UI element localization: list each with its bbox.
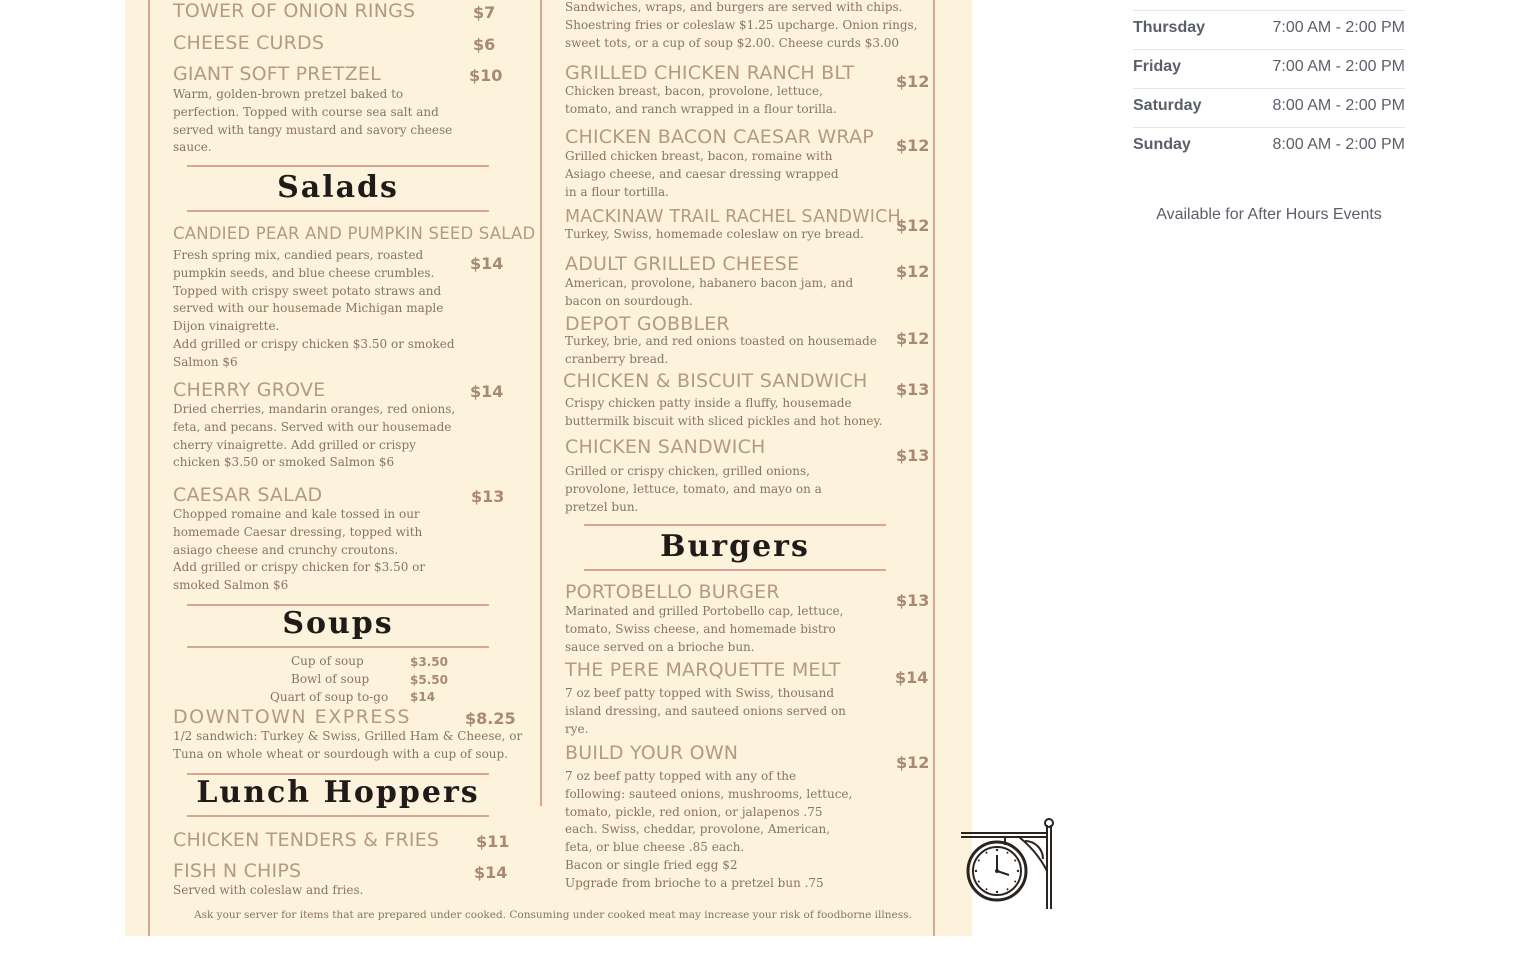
- item-price: $12: [896, 329, 930, 348]
- item-description: American, provolone, habanero bacon jam, and bacon on sourdough.: [565, 276, 854, 308]
- item-name: ADULT GRILLED CHEESE: [565, 253, 800, 275]
- menu-border-left: [148, 0, 150, 936]
- hours-row-saturday: [1133, 89, 1405, 128]
- item-name: TOWER OF ONION RINGS: [173, 0, 416, 22]
- item-name: BUILD YOUR OWN: [565, 742, 739, 764]
- item-description: Chicken breast, bacon, provolone, lettuce, tomato, and ranch wrapped in a flour torilla.: [565, 84, 837, 116]
- menu-border-right: [933, 0, 935, 936]
- item-price: $7: [473, 3, 496, 22]
- hours-day: Sunday: [1133, 136, 1191, 153]
- item-name: DOWNTOWN EXPRESS: [173, 706, 411, 728]
- item-price: $14: [470, 382, 504, 401]
- item-name: CHICKEN SANDWICH: [565, 436, 766, 458]
- item-price: $13: [471, 487, 505, 506]
- item-name: CHICKEN BACON CAESAR WRAP: [565, 126, 874, 148]
- item-price: $13: [896, 591, 930, 610]
- hours-row-friday: [1133, 50, 1405, 89]
- item-name: THE PERE MARQUETTE MELT: [565, 659, 841, 681]
- hours-day: Saturday: [1133, 97, 1202, 114]
- hours-day: Thursday: [1133, 19, 1206, 36]
- item-name: CHERRY GROVE: [173, 379, 326, 401]
- item-name: DEPOT GOBBLER: [565, 313, 730, 335]
- hours-time: 7:00 AM - 2:00 PM: [1272, 58, 1405, 75]
- item-name: CHEESE CURDS: [173, 32, 325, 54]
- item-description: Turkey, Swiss, homemade coleslaw on rye bread.: [565, 227, 864, 241]
- soup-label: Cup of soup: [291, 654, 364, 668]
- soup-price: $14: [410, 690, 436, 704]
- item-price: $13: [896, 446, 930, 465]
- menu-image: [125, 0, 972, 936]
- item-name: GIANT SOFT PRETZEL: [173, 63, 381, 85]
- item-description: Chopped romaine and kale tossed in our homemade Caesar dressing, topped with asiago cheese and crunchy croutons. Add grilled or crispy chicken for $3.50 or smoked Salmon $6: [173, 507, 426, 593]
- item-name: CHICKEN & BISCUIT SANDWICH: [563, 370, 868, 392]
- hours-time: 8:00 AM - 2:00 PM: [1272, 136, 1405, 153]
- item-price: $12: [896, 136, 930, 155]
- item-name: CHICKEN TENDERS & FRIES: [173, 829, 440, 851]
- hours-divider: [1133, 0, 1405, 11]
- item-description: Marinated and grilled Portobello cap, lettuce, tomato, Swiss cheese, and homemade bistro sauce served on a brioche bun.: [565, 604, 844, 654]
- item-description: Turkey, brie, and red onions toasted on housemade cranberry bread.: [565, 334, 877, 366]
- section-rule: [187, 210, 489, 212]
- soup-label: Bowl of soup: [291, 672, 370, 686]
- sandwich-intro: Sandwiches, wraps, and burgers are served with chips. Shoestring fries or coleslaw $1.25 upcharge. Onion rings, sweet tots, or a cup of soup $2.00. Cheese curds $3.00: [565, 0, 918, 50]
- section-header-lunch-hoppers: Lunch Hoppers: [196, 775, 480, 810]
- item-price: $8.25: [465, 709, 516, 728]
- soup-label: Quart of soup to-go: [270, 690, 389, 704]
- item-price: $12: [896, 262, 930, 281]
- item-price: $6: [473, 35, 496, 54]
- item-description: Fresh spring mix, candied pears, roasted pumpkin seeds, and blue cheese crumbles. Topped with crispy sweet potato straws and served with our housemade Michigan maple Dijon vinaigrette. Add grilled or crispy chicken $3.50 or smoked Salmon $6: [173, 248, 455, 369]
- item-name: PORTOBELLO BURGER: [565, 581, 780, 603]
- item-name: FISH N CHIPS: [173, 860, 302, 882]
- hours-time: 8:00 AM - 2:00 PM: [1272, 97, 1405, 114]
- section-header-soups: Soups: [282, 606, 394, 641]
- item-name: CANDIED PEAR AND PUMPKIN SEED SALAD: [173, 224, 536, 243]
- item-price: $12: [896, 753, 930, 772]
- hanging-clock-icon: [959, 815, 1055, 911]
- section-rule: [187, 165, 489, 167]
- menu-footer-disclaimer: Ask your server for items that are prepared under cooked. Consuming under cooked meat may increase your risk of foodborne illness.: [194, 909, 912, 921]
- hours-row-thursday: [1133, 11, 1405, 50]
- item-price: $14: [895, 668, 929, 687]
- section-rule: [187, 646, 489, 648]
- item-name: MACKINAW TRAIL RACHEL SANDWICH: [565, 207, 901, 227]
- hours-row-sunday: [1133, 128, 1405, 166]
- item-description: Dried cherries, mandarin oranges, red onions, feta, and pecans. Served with our housemade cherry vinaigrette. Add grilled or crispy chicken $3.50 or smoked Salmon $6: [173, 402, 456, 470]
- item-price: $12: [896, 216, 930, 235]
- item-description: Warm, golden-brown pretzel baked to perfection. Topped with course sea salt and served with tangy mustard and savory cheese sauce.: [173, 87, 453, 155]
- item-name: CAESAR SALAD: [173, 484, 323, 506]
- hours-day: Friday: [1133, 58, 1182, 75]
- item-price: $14: [474, 863, 508, 882]
- soup-price: $3.50: [410, 655, 448, 669]
- item-description: 7 oz beef patty topped with Swiss, thousand island dressing, and sauteed onions served on rye.: [565, 686, 846, 736]
- item-price: $14: [470, 254, 504, 273]
- item-price: $12: [896, 72, 930, 91]
- section-rule: [187, 815, 489, 817]
- item-price: $10: [469, 66, 503, 85]
- item-description: Grilled chicken breast, bacon, romaine with Asiago cheese, and caesar dressing wrapped in a flour tortilla.: [565, 149, 839, 199]
- hours-time: 7:00 AM - 2:00 PM: [1272, 19, 1405, 36]
- item-name: GRILLED CHICKEN RANCH BLT: [565, 62, 855, 84]
- hours-table: [1133, 0, 1405, 166]
- section-rule: [584, 524, 886, 526]
- item-description: Grilled or crispy chicken, grilled onions, provolone, lettuce, tomato, and mayo on a pretzel bun.: [565, 464, 822, 514]
- item-price: $11: [476, 832, 510, 851]
- section-header-salads: Salads: [277, 170, 399, 205]
- soup-price: $5.50: [410, 673, 448, 687]
- item-price: $13: [896, 380, 930, 399]
- section-header-burgers: Burgers: [660, 529, 810, 564]
- after-hours-events-note: Available for After Hours Events: [1156, 206, 1382, 223]
- item-description: Served with coleslaw and fries.: [173, 883, 364, 897]
- menu-column-divider: [540, 0, 542, 806]
- item-description: Crispy chicken patty inside a fluffy, housemade buttermilk biscuit with sliced pickles and hot honey.: [565, 396, 883, 428]
- section-rule: [584, 569, 886, 571]
- item-description: 1/2 sandwich: Turkey & Swiss, Grilled Ham & Cheese, or Tuna on whole wheat or sourdough with a cup of soup.: [173, 729, 523, 761]
- item-description: 7 oz beef patty topped with any of the following: sauteed onions, mushrooms, lettuce, tomato, pickle, red onion, or jalapenos .75 each. Swiss, cheddar, provolone, American, feta, or blue cheese .85 each. Bacon or single fried egg $2 Upgrade from brioche to a pretzel bun .75: [565, 769, 853, 890]
